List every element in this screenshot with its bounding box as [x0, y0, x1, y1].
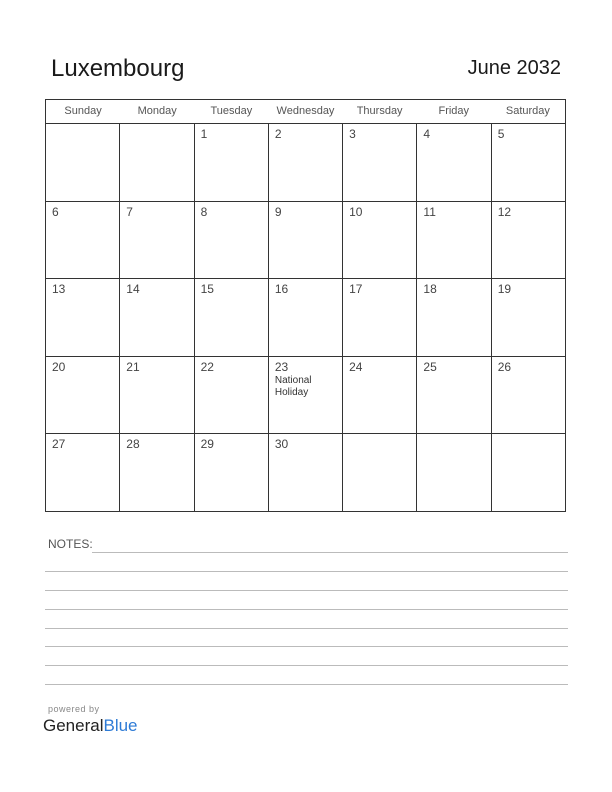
weekday-monday: Monday [137, 105, 177, 117]
day-cell [269, 279, 343, 356]
day-number: 15 [200, 282, 214, 297]
calendar-grid [45, 99, 566, 512]
day-number: 30 [274, 437, 289, 452]
day-number: 18 [423, 282, 437, 297]
weekday-saturday: Saturday [505, 105, 550, 117]
day-cell [46, 124, 120, 201]
day-number: 29 [200, 437, 214, 452]
day-cell [417, 357, 491, 434]
day-cell [120, 357, 194, 434]
day-number: 23 [274, 359, 289, 374]
day-number: 17 [349, 282, 363, 297]
notes-line [45, 684, 568, 685]
day-cell [195, 279, 269, 356]
notes-line [45, 665, 568, 666]
day-cell [492, 279, 565, 356]
day-number: 25 [423, 359, 437, 374]
day-number: 16 [274, 282, 289, 297]
day-number: 4 [423, 127, 431, 141]
day-cell [417, 124, 491, 201]
day-number: 3 [349, 127, 356, 141]
brand-general: General [43, 716, 104, 735]
week-row [46, 202, 565, 280]
day-cell [46, 279, 120, 356]
weekday-friday: Friday [438, 105, 470, 117]
day-cell [195, 124, 269, 201]
day-number: 9 [274, 204, 282, 219]
day-cell [492, 357, 565, 434]
day-number: 20 [52, 359, 66, 374]
day-number: 10 [349, 204, 363, 219]
day-number: 7 [126, 204, 133, 219]
day-cell [343, 202, 417, 279]
day-cell [46, 357, 120, 434]
weekday-header-row [46, 100, 565, 124]
day-cell [417, 202, 491, 279]
holiday-label: National Holiday [274, 374, 312, 398]
notes-line [45, 571, 568, 572]
day-number: 12 [497, 204, 512, 219]
day-number: 22 [200, 359, 214, 374]
day-cell [269, 124, 343, 201]
week-row [46, 434, 565, 512]
day-cell [417, 279, 491, 356]
day-number: 21 [126, 359, 140, 374]
notes-line [45, 646, 568, 647]
week-row [46, 357, 565, 435]
day-cell [46, 202, 120, 279]
day-cell [120, 124, 194, 201]
weekday-sunday: Sunday [64, 105, 102, 117]
day-number: 14 [126, 282, 140, 297]
week-row [46, 124, 565, 202]
day-cell [195, 434, 269, 512]
notes-line [45, 609, 568, 610]
day-cell [343, 434, 417, 512]
day-cell [120, 279, 194, 356]
day-number: 1 [200, 127, 208, 141]
day-cell [269, 357, 343, 434]
day-number: 11 [423, 204, 436, 219]
day-number: 27 [52, 437, 66, 452]
generalblue-logo [43, 716, 138, 736]
day-cell [195, 357, 269, 434]
day-cell [269, 202, 343, 279]
day-number: 6 [52, 204, 59, 219]
notes-line [45, 628, 568, 629]
day-cell [492, 434, 565, 512]
day-number: 24 [349, 359, 363, 374]
day-number: 2 [274, 127, 282, 141]
day-cell [492, 202, 565, 279]
day-cell [120, 202, 194, 279]
powered-by-text: powered by [48, 704, 100, 714]
month-year-title: June 2032 [467, 57, 561, 79]
day-number: 8 [200, 204, 208, 219]
day-number: 19 [497, 282, 512, 297]
day-cell [343, 279, 417, 356]
weekday-thursday: Thursday [356, 105, 403, 117]
day-cell [343, 357, 417, 434]
day-number: 5 [497, 127, 505, 141]
weekday-wednesday: Wednesday [276, 105, 335, 117]
day-cell [46, 434, 120, 512]
notes-line [45, 590, 568, 591]
week-row [46, 279, 565, 357]
day-cell [417, 434, 491, 512]
day-number: 13 [52, 282, 66, 297]
day-cell [195, 202, 269, 279]
day-number: 28 [126, 437, 140, 452]
day-cell [269, 434, 343, 512]
day-cell [343, 124, 417, 201]
country-title: Luxembourg [51, 55, 185, 82]
brand-blue: Blue [103, 716, 138, 735]
day-cell [120, 434, 194, 512]
day-number: 26 [497, 359, 512, 374]
notes-line [92, 552, 568, 553]
notes-label: NOTES: [48, 537, 93, 551]
weekday-tuesday: Tuesday [210, 105, 253, 117]
day-cell [492, 124, 565, 201]
